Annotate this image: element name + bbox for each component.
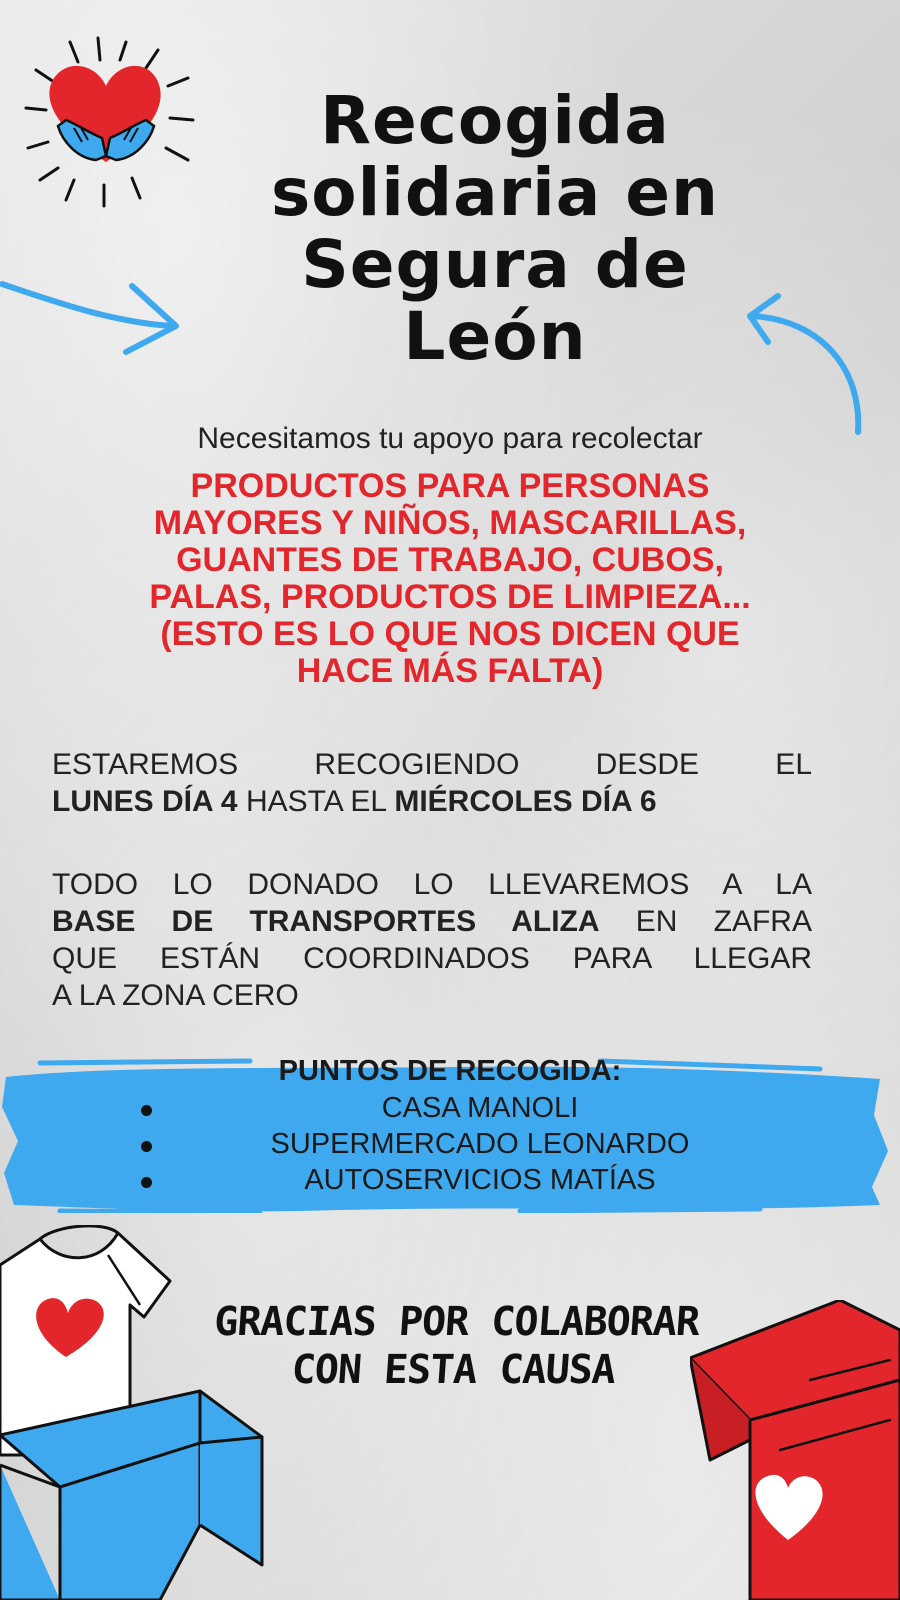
destination-base-line bbox=[52, 903, 812, 940]
bullet-icon bbox=[141, 1177, 152, 1188]
list-item bbox=[0, 1128, 900, 1164]
collection-point: AUTOSERVICIOS MATÍAS bbox=[304, 1164, 656, 1196]
title-line: León bbox=[403, 298, 587, 375]
collection-point: CASA MANOLI bbox=[381, 1092, 579, 1124]
blue-arrow-icon bbox=[0, 270, 190, 360]
needed-products bbox=[40, 468, 860, 690]
title-line: Segura de bbox=[301, 226, 689, 303]
thanks-line: CON ESTA CAUSA bbox=[290, 1347, 617, 1393]
collection-list bbox=[0, 1092, 900, 1200]
schedule-dates bbox=[52, 783, 812, 820]
blue-arrow-icon bbox=[738, 290, 878, 440]
schedule-line: ESTAREMOS RECOGIENDO DESDE EL bbox=[52, 748, 812, 781]
destination-paragraph bbox=[52, 866, 812, 1014]
schedule-paragraph bbox=[52, 746, 812, 820]
collection-title: PUNTOS DE RECOGIDA: bbox=[278, 1055, 622, 1087]
destination-line: A LA ZONA CERO bbox=[52, 979, 299, 1012]
transport-base: BASE DE TRANSPORTES ALIZA bbox=[52, 905, 600, 938]
needs-line: HACE MÁS FALTA) bbox=[296, 652, 604, 690]
needs-line: GUANTES DE TRABAJO, CUBOS, bbox=[176, 541, 724, 579]
list-item bbox=[0, 1164, 900, 1200]
destination-city: EN ZAFRA bbox=[635, 905, 812, 938]
end-day: MIÉRCOLES DÍA 6 bbox=[394, 785, 657, 818]
needs-line: (ESTO ES LO QUE NOS DICEN QUE bbox=[160, 615, 740, 653]
bullet-icon bbox=[141, 1105, 152, 1116]
needs-line: PRODUCTOS PARA PERSONAS bbox=[190, 467, 710, 505]
schedule-middle: HASTA EL bbox=[245, 785, 386, 818]
title-line: solidaria en bbox=[270, 154, 720, 231]
destination-line: QUE ESTÁN COORDINADOS PARA LLEGAR bbox=[52, 942, 812, 975]
needs-line: PALAS, PRODUCTOS DE LIMPIEZA... bbox=[149, 578, 751, 616]
destination-line: TODO LO DONADO LO LLEVAREMOS A LA bbox=[52, 868, 812, 901]
bullet-icon bbox=[141, 1141, 152, 1152]
intro-text: Necesitamos tu apoyo para recolectar bbox=[197, 422, 703, 455]
list-item bbox=[0, 1092, 900, 1128]
start-day: LUNES DÍA 4 bbox=[52, 785, 238, 818]
thanks-message bbox=[192, 1298, 719, 1394]
red-box-heart-icon bbox=[690, 1300, 900, 1600]
page-title bbox=[170, 82, 820, 375]
thanks-line: GRACIAS POR COLABORAR bbox=[212, 1299, 701, 1345]
collection-point: SUPERMERCADO LEONARDO bbox=[270, 1128, 690, 1160]
needs-line: MAYORES Y NIÑOS, MASCARILLAS, bbox=[153, 504, 747, 542]
tshirt-box-icon bbox=[0, 1225, 280, 1600]
title-line: Recogida bbox=[320, 82, 670, 159]
